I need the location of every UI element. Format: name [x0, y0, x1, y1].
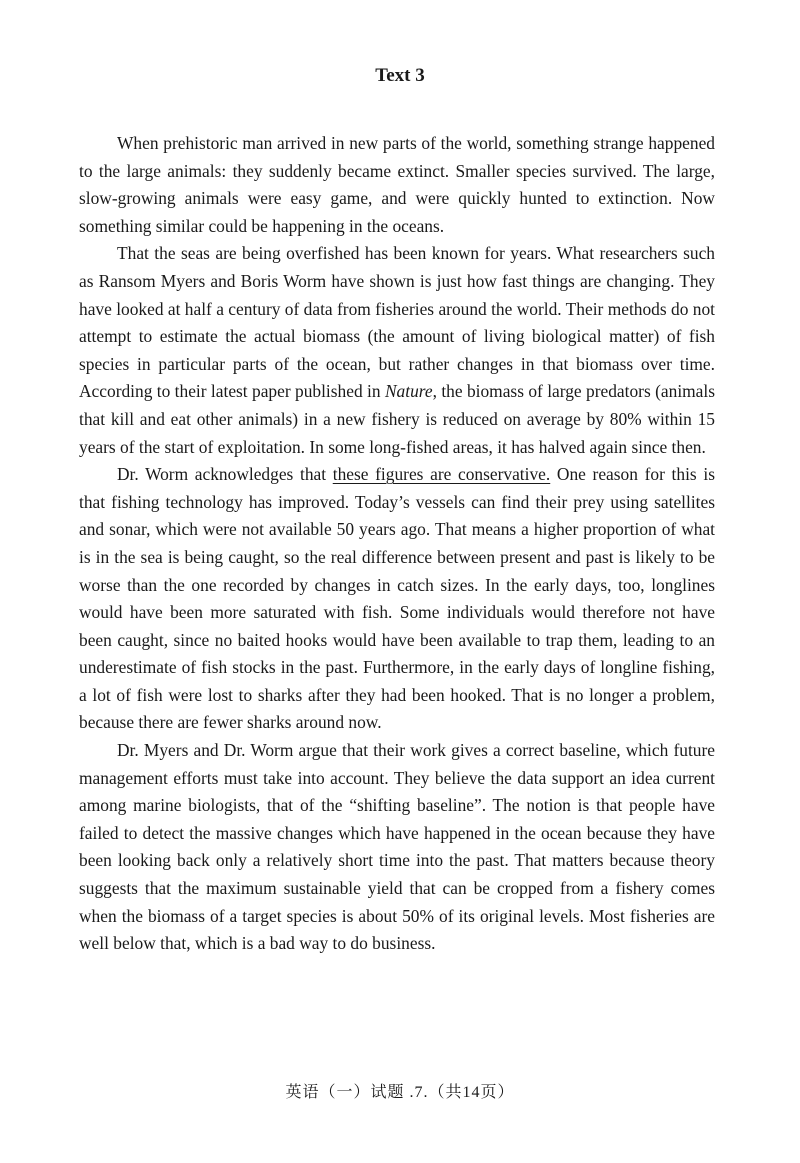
paragraph-3-text: One reason for this is that fishing technology has improved. Today’s vessels can find their prey using satellites and sonar, which were not available 50 years ago. That means a higher proportion of what is in the sea is being caught, so the real difference between present and past is likely to be worse than the one recorded by changes in catch sizes. In the early days, too, longlines would have been more saturated with fish. Some individuals would therefore not have been caught, since no baited hooks would have been available to trap them, leading to an underestimate of fish stocks in the past. Furthermore, in the early days of longline fishing, a lot of fish were lost to sharks after they had been hooked. That is no longer a problem, because there are fewer sharks around now. — [79, 464, 715, 733]
paragraph-2-continuation: , the biomass of large predators (animals that kill and eat other animals) in a new fishery is reduced on average by 80% within 15 years of the start of exploitation. In some long-fished areas, it has halved again since then. — [79, 381, 715, 457]
paragraph-3-lead: Dr. Worm acknowledges that — [117, 464, 327, 485]
passage-body — [79, 130, 715, 958]
paragraph-1-text: When prehistoric man arrived in new parts of the world, something strange happened to the large animals: they suddenly became extinct. Smaller species survived. The large, slow-growing animals were easy game, and were quickly hunted to extinction. Now something similar could be happening in the oceans. — [79, 133, 715, 236]
paragraph-4 — [79, 737, 715, 958]
paragraph-4-text: Dr. Myers and Dr. Worm argue that their work gives a correct baseline, which future management efforts must take into account. They believe the data support an idea current among marine biologists, that of the “shifting baseline”. The notion is that people have failed to detect the massive changes which have happened in the ocean because they have been looking back only a relatively short time into the past. That matters because theory suggests that the maximum sustainable yield that can be cropped from a fishery comes when the biomass of a target species is about 50% of its original levels. Most fisheries are well below that, which is a bad way to do business. — [79, 740, 715, 954]
paragraph-1 — [79, 130, 715, 240]
page-footer: 英语（一）试题 .7.（共14页） — [285, 1084, 515, 1101]
journal-name-nature: Nature — [384, 381, 433, 402]
text-title: Text 3 — [375, 65, 425, 86]
paragraph-2 — [79, 240, 715, 461]
paragraph-3 — [79, 461, 715, 737]
paragraph-2-text: That the seas are being overfished has been known for years. What researchers such as Ransom Myers and Boris Worm have shown is just how fast things are changing. They have looked at half a century of data from fisheries around the world. Their methods do not attempt to estimate the actual biomass (the amount of living biological matter) of fish species in particular parts of the ocean, but rather changes in that biomass over time. According to their latest paper published in — [79, 243, 715, 402]
underlined-phrase: these figures are conservative. — [332, 464, 551, 485]
